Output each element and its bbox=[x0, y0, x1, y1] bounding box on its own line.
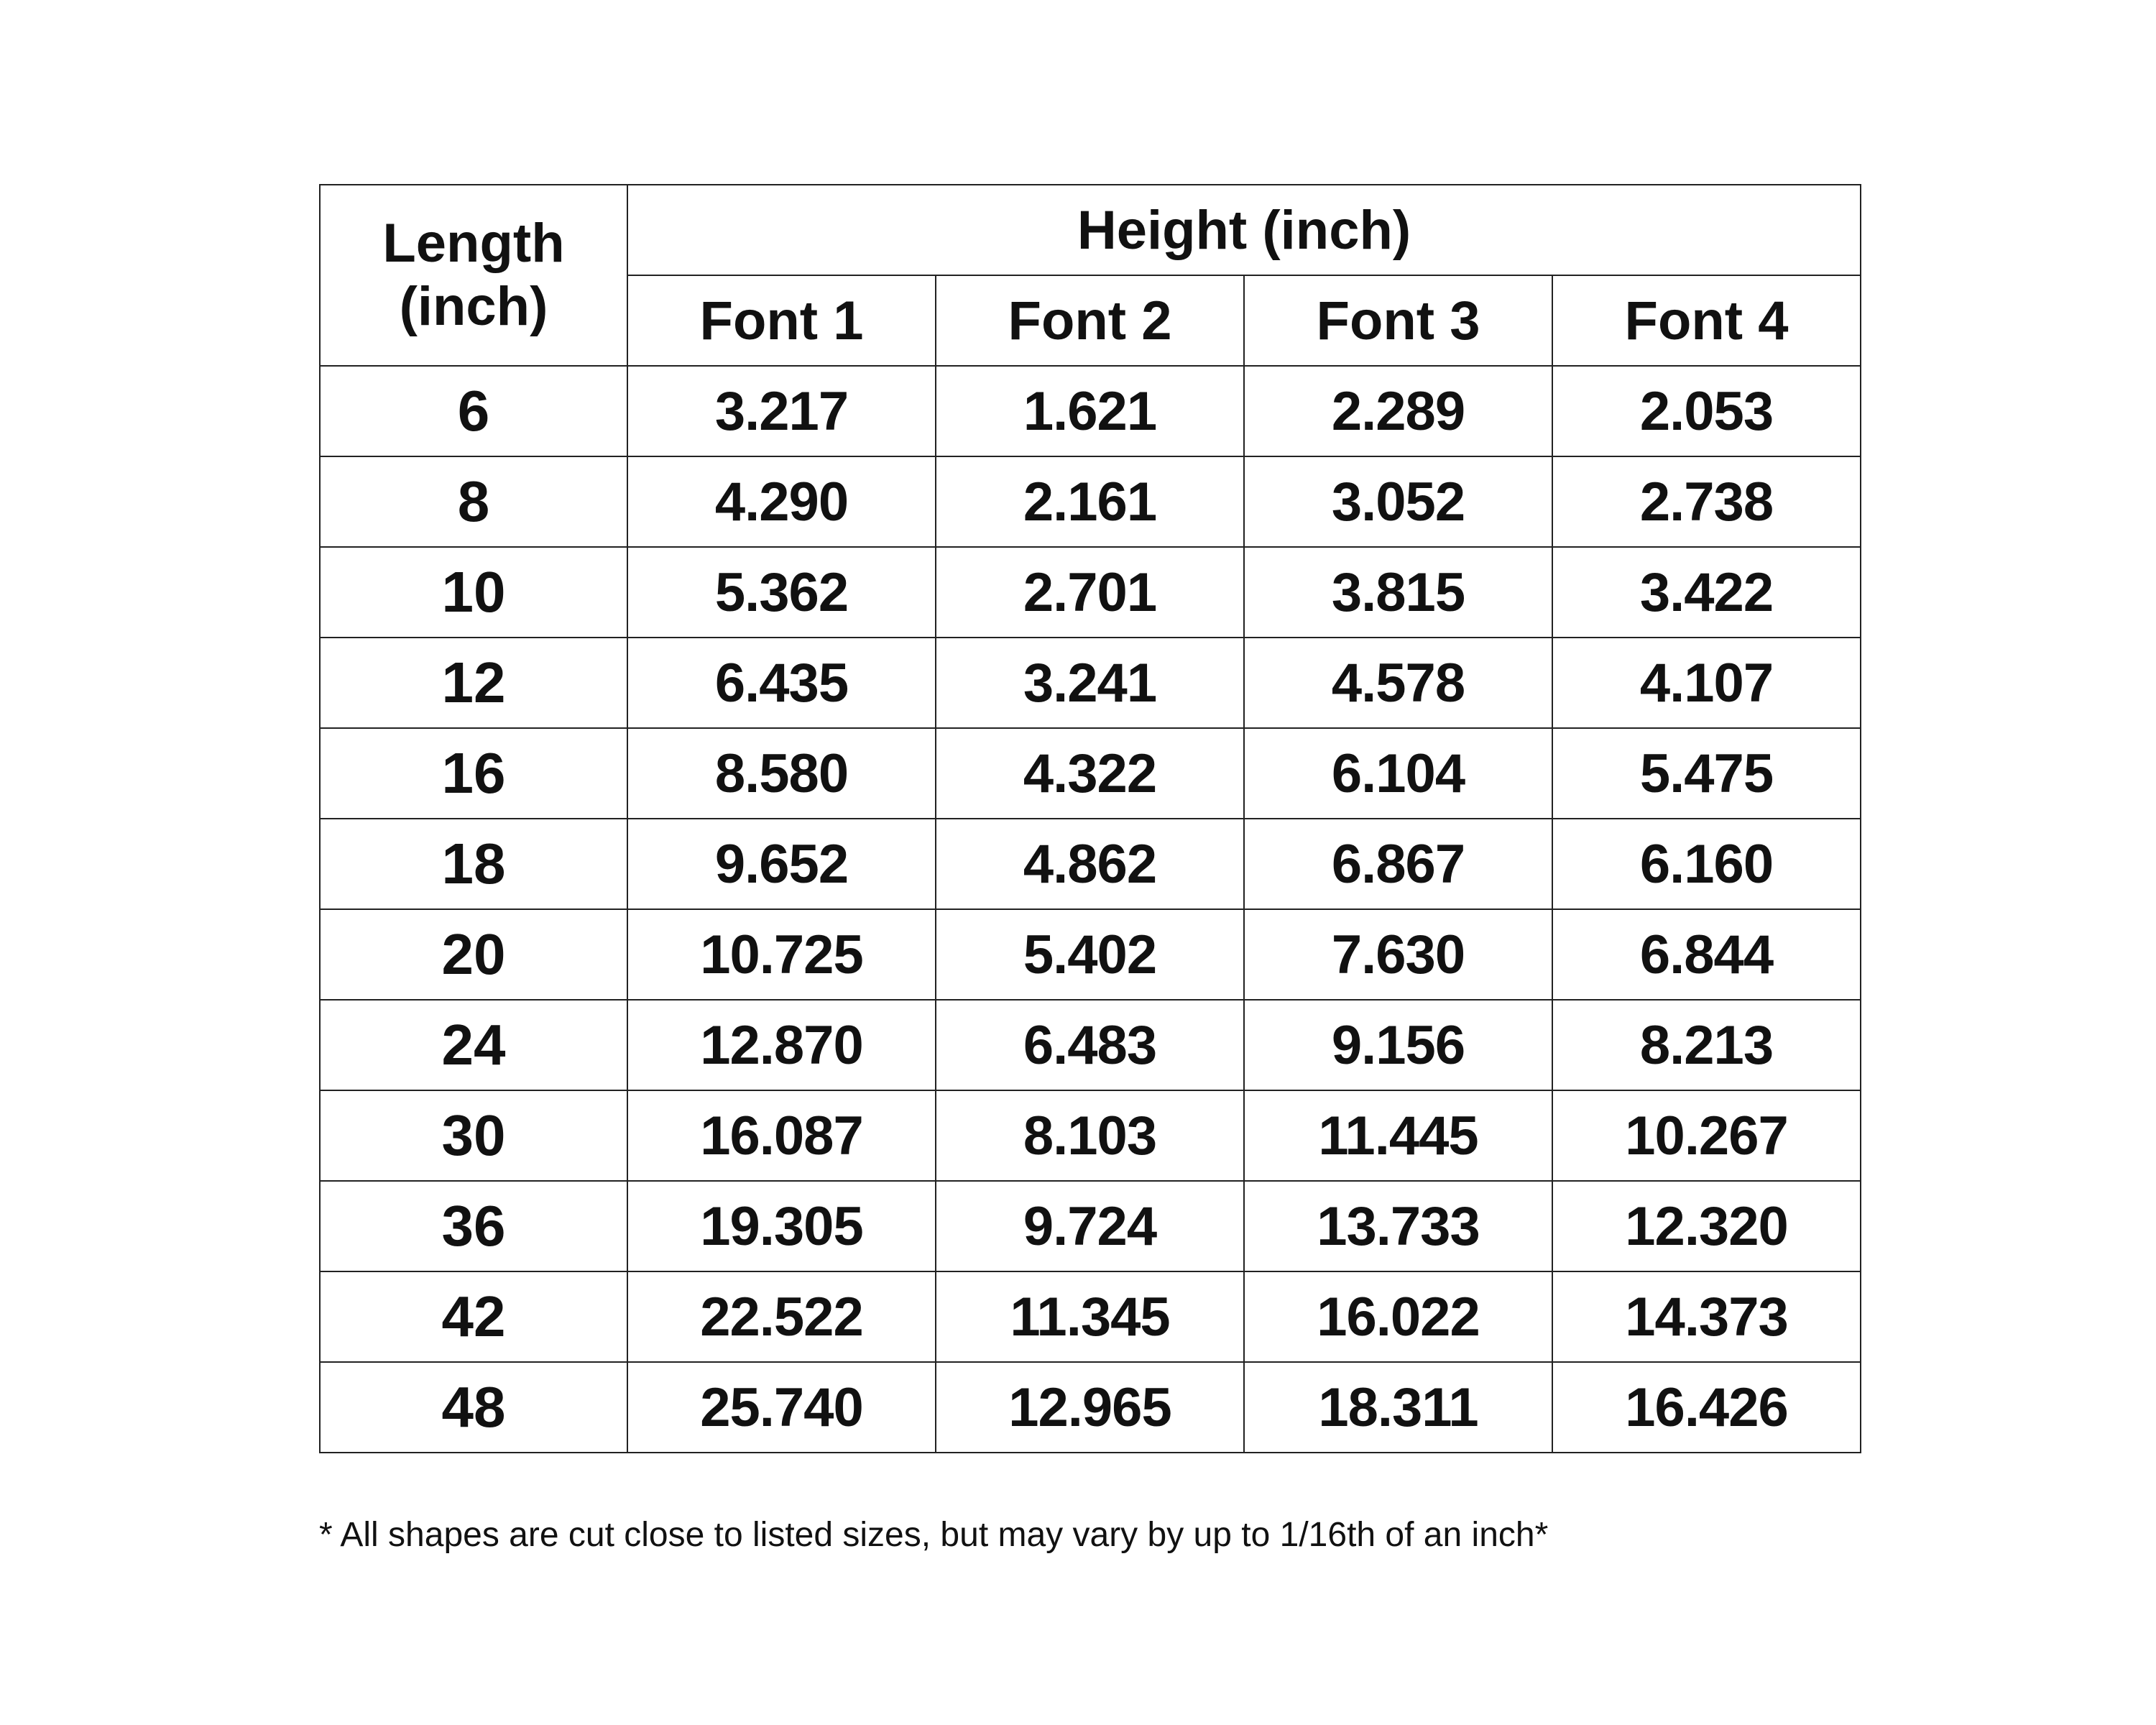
length-cell: 16 bbox=[320, 728, 627, 819]
height-cell: 12.965 bbox=[936, 1362, 1244, 1453]
height-cell: 9.724 bbox=[936, 1181, 1244, 1271]
table-row bbox=[320, 909, 1861, 1000]
table-row bbox=[320, 638, 1861, 728]
height-cell: 5.475 bbox=[1552, 728, 1861, 819]
header-row-top bbox=[320, 185, 1861, 275]
table-row bbox=[320, 547, 1861, 638]
height-header: Height (inch) bbox=[627, 185, 1861, 275]
length-cell: 42 bbox=[320, 1271, 627, 1362]
height-cell: 6.160 bbox=[1552, 819, 1861, 909]
height-cell: 3.815 bbox=[1244, 547, 1552, 638]
height-cell: 2.161 bbox=[936, 456, 1244, 547]
height-cell: 22.522 bbox=[627, 1271, 936, 1362]
height-cell: 2.289 bbox=[1244, 366, 1552, 456]
table-row bbox=[320, 1000, 1861, 1090]
height-cell: 16.022 bbox=[1244, 1271, 1552, 1362]
font-header: Font 4 bbox=[1552, 275, 1861, 366]
height-cell: 6.483 bbox=[936, 1000, 1244, 1090]
height-cell: 1.621 bbox=[936, 366, 1244, 456]
height-cell: 4.290 bbox=[627, 456, 936, 547]
height-cell: 18.311 bbox=[1244, 1362, 1552, 1453]
height-cell: 6.104 bbox=[1244, 728, 1552, 819]
height-cell: 16.087 bbox=[627, 1090, 936, 1181]
height-cell: 13.733 bbox=[1244, 1181, 1552, 1271]
length-cell: 8 bbox=[320, 456, 627, 547]
height-cell: 3.052 bbox=[1244, 456, 1552, 547]
height-cell: 6.867 bbox=[1244, 819, 1552, 909]
length-cell: 30 bbox=[320, 1090, 627, 1181]
font-header: Font 3 bbox=[1244, 275, 1552, 366]
height-cell: 19.305 bbox=[627, 1181, 936, 1271]
table-header bbox=[320, 185, 1861, 366]
height-cell: 7.630 bbox=[1244, 909, 1552, 1000]
table-row bbox=[320, 366, 1861, 456]
height-cell: 3.422 bbox=[1552, 547, 1861, 638]
length-header-line1: Length bbox=[382, 213, 565, 274]
table-body bbox=[320, 366, 1861, 1453]
length-header-line2: (inch) bbox=[399, 276, 548, 337]
table-row bbox=[320, 1181, 1861, 1271]
height-cell: 4.322 bbox=[936, 728, 1244, 819]
length-cell: 10 bbox=[320, 547, 627, 638]
table-row bbox=[320, 728, 1861, 819]
height-cell: 3.241 bbox=[936, 638, 1244, 728]
height-cell: 2.053 bbox=[1552, 366, 1861, 456]
length-cell: 20 bbox=[320, 909, 627, 1000]
height-cell: 2.701 bbox=[936, 547, 1244, 638]
height-cell: 4.578 bbox=[1244, 638, 1552, 728]
height-cell: 4.862 bbox=[936, 819, 1244, 909]
length-header bbox=[320, 185, 627, 366]
font-header: Font 1 bbox=[627, 275, 936, 366]
height-cell: 8.103 bbox=[936, 1090, 1244, 1181]
table-row bbox=[320, 456, 1861, 547]
length-cell: 24 bbox=[320, 1000, 627, 1090]
height-cell: 8.213 bbox=[1552, 1000, 1861, 1090]
height-cell: 6.844 bbox=[1552, 909, 1861, 1000]
height-cell: 9.652 bbox=[627, 819, 936, 909]
table-row bbox=[320, 1271, 1861, 1362]
height-cell: 10.267 bbox=[1552, 1090, 1861, 1181]
table-row bbox=[320, 819, 1861, 909]
size-chart-table bbox=[319, 184, 1861, 1453]
height-cell: 16.426 bbox=[1552, 1362, 1861, 1453]
height-cell: 9.156 bbox=[1244, 1000, 1552, 1090]
height-cell: 12.870 bbox=[627, 1000, 936, 1090]
height-cell: 12.320 bbox=[1552, 1181, 1861, 1271]
height-cell: 11.345 bbox=[936, 1271, 1244, 1362]
height-cell: 3.217 bbox=[627, 366, 936, 456]
length-cell: 6 bbox=[320, 366, 627, 456]
font-header: Font 2 bbox=[936, 275, 1244, 366]
height-cell: 2.738 bbox=[1552, 456, 1861, 547]
length-cell: 48 bbox=[320, 1362, 627, 1453]
length-cell: 36 bbox=[320, 1181, 627, 1271]
height-cell: 5.402 bbox=[936, 909, 1244, 1000]
table-row bbox=[320, 1090, 1861, 1181]
table-row bbox=[320, 1362, 1861, 1453]
height-cell: 4.107 bbox=[1552, 638, 1861, 728]
length-cell: 18 bbox=[320, 819, 627, 909]
height-cell: 14.373 bbox=[1552, 1271, 1861, 1362]
height-cell: 5.362 bbox=[627, 547, 936, 638]
height-cell: 11.445 bbox=[1244, 1090, 1552, 1181]
length-cell: 12 bbox=[320, 638, 627, 728]
height-cell: 10.725 bbox=[627, 909, 936, 1000]
footnote: * All shapes are cut close to listed sizes, but may vary by up to 1/16th of an inch* bbox=[319, 1516, 1549, 1554]
height-cell: 8.580 bbox=[627, 728, 936, 819]
height-cell: 6.435 bbox=[627, 638, 936, 728]
height-cell: 25.740 bbox=[627, 1362, 936, 1453]
